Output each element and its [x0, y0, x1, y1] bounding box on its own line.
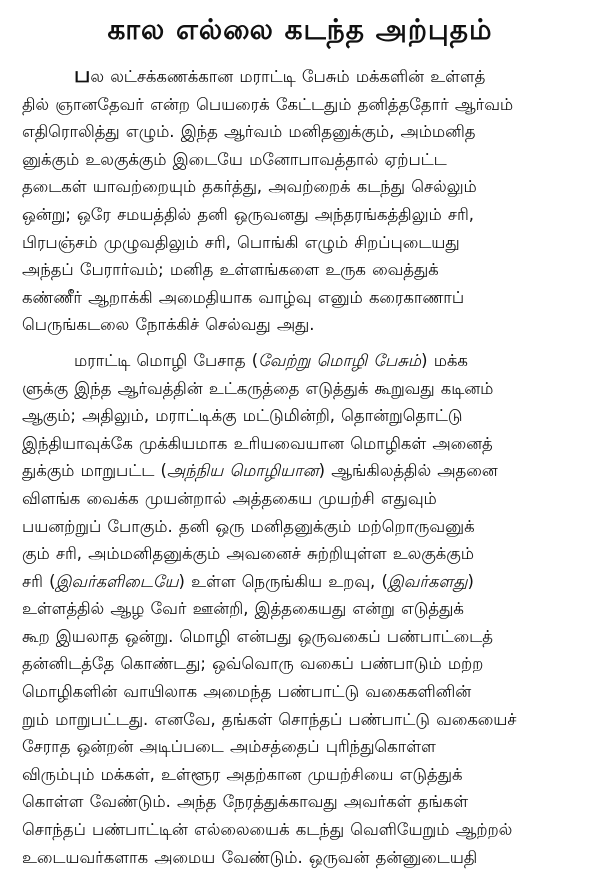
text-segment: ளுக்கு இந்த ஆர்வத்தின் உட்கருத்தை எடுத்துக் கூறுவது கடினம்: [22, 378, 494, 398]
text-line: [22, 540, 578, 568]
text-segment: தன்னிடத்தே கொண்டது; ஒவ்வொரு வகைப் பண்பாடும் மற்ற: [22, 654, 484, 674]
text-segment: ) ஆங்கிலத்தில் அதனை: [318, 461, 498, 481]
text-line: [22, 91, 578, 119]
document-body: [22, 62, 578, 871]
text-line: [22, 173, 578, 201]
text-segment: உள்ளத்தில் ஆழ வேர் ஊன்றி, இத்தகையது என்று எடுத்துக்: [22, 599, 464, 619]
text-line: [22, 678, 578, 706]
text-line: [22, 375, 578, 403]
text-segment: னுக்கும் உலகுக்கும் இடையே மனோபாவத்தால் ஏற்பட்ட: [22, 149, 447, 169]
text-segment: பயனற்றுப் போகும். தனி ஒரு மனிதனுக்கும் மற்றொருவனுக்: [22, 516, 475, 536]
text-segment: தடைகள் யாவற்றையும் தகர்த்து, அவற்றைக் கடந்து செல்லும்: [22, 177, 477, 197]
text-line: [22, 284, 578, 312]
text-line: [22, 311, 578, 339]
text-segment: பிரபஞ்சம் முழுவதிலும் சரி, பொங்கி எழும் சிறப்புடையது: [22, 232, 460, 252]
text-line: [22, 402, 578, 430]
italic-text: இவர்களது: [387, 571, 468, 591]
text-line: [22, 844, 578, 871]
text-line: [22, 706, 578, 734]
text-segment: ) மக்க: [421, 350, 468, 370]
drop-cap: ப: [74, 63, 91, 88]
text-segment: றும் மாறுபட்டது. எனவே, தங்கள் சொந்தப் பண்பாட்டு வகையைச்: [22, 709, 517, 729]
text-segment: விளங்க வைக்க முயன்றால் அத்தகைய முயற்சி எதுவும்: [22, 488, 437, 508]
text-segment: கொள்ள வேண்டும். அந்த நேரத்துக்காவது அவர்கள் தங்கள்: [22, 792, 469, 812]
text-segment: ஒன்று; ஒரே சமயத்தில் தனி ஒருவனது அந்தரங்கத்திலும் சரி,: [22, 204, 474, 224]
text-line: [22, 430, 578, 458]
text-segment: சொந்தப் பண்பாட்டின் எல்லையைக் கடந்து வெளியேறும் ஆற்றல்: [22, 820, 513, 840]
text-line: [22, 118, 578, 146]
text-line: [22, 761, 578, 789]
text-line: [22, 62, 578, 91]
text-segment: ஆகும்; அதிலும், மராட்டிக்கு மட்டுமின்றி, தொன்றுதொட்டு: [22, 406, 463, 426]
text-segment: துக்கும் மாறுபட்ட (: [22, 461, 167, 481]
text-segment: மராட்டி மொழி பேசாத (: [74, 350, 259, 370]
italic-text: அந்நிய மொழியான: [166, 461, 319, 481]
text-line: [22, 568, 578, 596]
text-segment: சரி (: [22, 571, 56, 591]
paragraph: [22, 347, 578, 871]
italic-text: வேற்று மொழி பேசும்: [258, 350, 422, 370]
text-line: [22, 229, 578, 257]
text-segment: மொழிகளின் வாயிலாக அமைந்த பண்பாட்டு வகைகளினின்: [22, 682, 472, 702]
text-segment: சேராத ஒன்றன் அடிப்படை அம்சத்தைப் புரிந்துகொள்ள: [22, 737, 436, 757]
text-segment: ) உள்ள நெருங்கிய உறவு, (: [178, 571, 388, 591]
text-segment: தில் ஞானதேவர் என்ற பெயரைக் கேட்டதும் தனித்ததோர் ஆர்வம்: [22, 94, 514, 114]
text-line: [22, 256, 578, 284]
text-line: [22, 347, 578, 375]
text-line: [22, 595, 578, 623]
text-line: [22, 513, 578, 541]
text-segment: இந்தியாவுக்கே முக்கியமாக உரியவையான மொழிகள் அனைத்: [22, 433, 493, 453]
text-segment: கும் சரி, அம்மனிதனுக்கும் அவனைச் சுற்றியுள்ள உலகுக்கும்: [22, 544, 474, 564]
text-line: [22, 733, 578, 761]
text-segment: கூற இயலாத ஒன்று. மொழி என்பது ஒருவகைப் பண்பாட்டைத்: [22, 626, 493, 646]
text-segment: ல லட்சக்கணக்கான மராட்டி பேசும் மக்களின் உள்ளத்: [90, 67, 486, 86]
text-line: [22, 201, 578, 229]
text-line: [22, 457, 578, 485]
text-segment: பெருங்கடலை நோக்கிச் செல்வது அது.: [22, 315, 315, 335]
text-line: [22, 623, 578, 651]
text-segment: கண்ணீர் ஆறாக்கி அமைதியாக வாழ்வு எனும் கரைகாணாப்: [22, 287, 465, 307]
page-title: கால எல்லை கடந்த அற்புதம்: [107, 13, 493, 46]
text-line: [22, 816, 578, 844]
text-line: [22, 485, 578, 513]
italic-text: இவர்களிடையே: [55, 571, 179, 591]
text-line: [22, 788, 578, 816]
text-line: [22, 650, 578, 678]
paragraph: [22, 62, 578, 339]
text-segment: உடையவர்களாக அமைய வேண்டும். ஒருவன் தன்னுடையதி: [22, 847, 478, 867]
text-segment: விரும்பும் மக்கள், உள்ளூர அதற்கான முயற்சியை எடுத்துக்: [22, 764, 463, 784]
text-line: [22, 146, 578, 174]
text-segment: ): [467, 571, 474, 591]
text-segment: அந்தப் பேரார்வம்; மனித உள்ளங்களை உருக வைத்துக்: [22, 260, 439, 280]
text-segment: எதிரொலித்து எழும். இந்த ஆர்வம் மனிதனுக்கும், அம்மனித: [22, 122, 476, 142]
